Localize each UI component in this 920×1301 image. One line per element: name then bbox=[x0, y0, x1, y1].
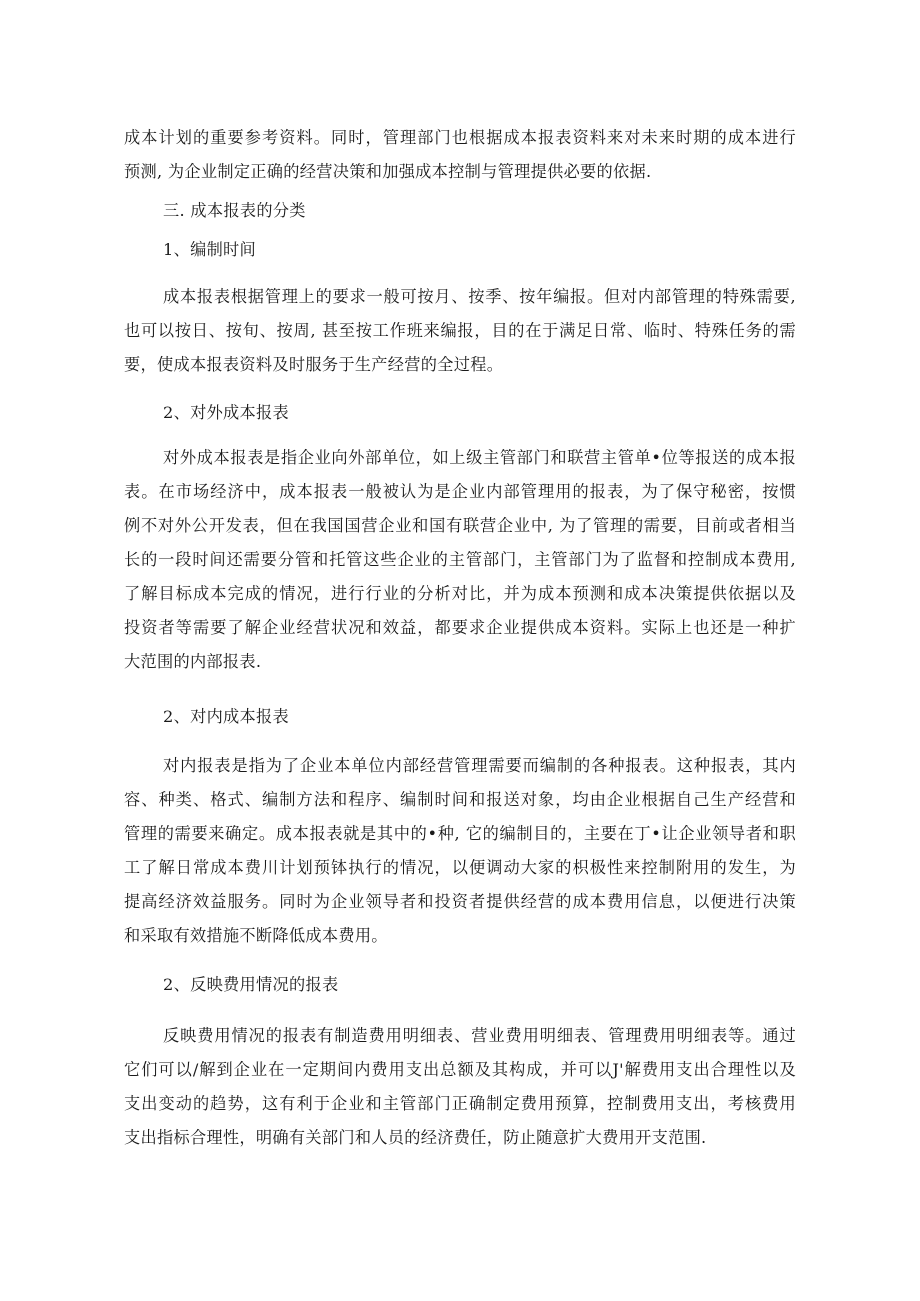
paragraph-first-line bbox=[163, 1019, 796, 1053]
paragraph-line: 表。在市场经济中，成本报表一般被认为是企业内部管理用的报表，为了保守秘密，按惯 bbox=[124, 482, 796, 501]
subsection-heading: 2、对内成本报表 bbox=[163, 707, 290, 726]
paragraph-body bbox=[124, 783, 796, 953]
subsection-heading: 1、编制时间 bbox=[163, 240, 257, 259]
subsection-heading: 2、对外成本报表 bbox=[163, 403, 290, 422]
paragraph-first-line bbox=[163, 749, 796, 783]
paragraph-line: 支出指标合理性，明确有关部门和人员的经济费任，防止随意扩大费用开支范围. bbox=[124, 1128, 707, 1147]
paragraph-line: 它们可以/解到企业在一定期间内费用支出总额及其构成，并可以J'解费用支出合理性以及 bbox=[124, 1060, 796, 1079]
paragraph-line: 提高经济效益服务。同时为企业领导者和投资者提供经营的成本费用信息，以便进行决策 bbox=[124, 892, 796, 911]
paragraph-line: 和采取有效措施不断降低成本费用。 bbox=[124, 926, 388, 945]
paragraph-line: 大范围的内部报表. bbox=[124, 652, 262, 671]
subsection-heading: 2、反映费用情况的报表 bbox=[163, 975, 339, 994]
paragraph-line: 了解目标成本完成的情况，进行行业的分析对比，并为成本预测和成本决策提供依据以及 bbox=[124, 584, 796, 603]
paragraph-line: 投资者等需要了解企业经营状况和效益，都要求企业提供成本资料。实际上也还是一种扩 bbox=[124, 618, 796, 637]
paragraph-line: 对外成本报表是指企业向外部单位，如上级主管部门和联营主管单•位等报送的成本报 bbox=[163, 448, 796, 467]
intro-paragraph bbox=[124, 121, 796, 189]
paragraph-line: 容、种类、格式、编制方法和程序、编制时间和报送对象，均由企业根据自己生产经营和 bbox=[124, 790, 796, 809]
paragraph-line: 对内报表是指为了企业本单位内部经营管理需要而编制的各种报表。这种报表，其内 bbox=[163, 756, 796, 775]
paragraph-body bbox=[124, 475, 796, 679]
paragraph-first-line bbox=[163, 280, 796, 314]
paragraph-line: 预测, 为企业制定正确的经营决策和加强成本控制与管理提供必要的依据. bbox=[124, 162, 652, 181]
paragraph-line: 也可以按日、按旬、按周, 甚至按工作班来编报，目的在于满足日常、临时、特殊任务的需 bbox=[124, 321, 796, 340]
paragraph-line: 管理的需要来确定。成本报表就是其中的•种, 它的编制目的，主要在丁•让企业领导者和职 bbox=[124, 824, 796, 843]
paragraph-line: 长的一段时间还需要分管和托管这些企业的主管部门，主管部门为了监督和控制成本费用, bbox=[124, 550, 796, 569]
paragraph-line: 支出变动的趋势，这有利于企业和主管部门正确制定费用预算，控制费用支出，考核费用 bbox=[124, 1094, 796, 1113]
paragraph-line: 成本报表根据管理上的要求一般可按月、按季、按年编报。但对内部管理的特殊需要, bbox=[163, 287, 796, 306]
paragraph-line: 反映费用情况的报表有制造费用明细表、营业费用明细表、管理费用明细表等。通过 bbox=[163, 1026, 796, 1045]
section-title: 三. 成本报表的分类 bbox=[163, 201, 306, 220]
paragraph-body bbox=[124, 1053, 796, 1155]
paragraph-body bbox=[124, 314, 796, 382]
paragraph-first-line bbox=[163, 441, 796, 475]
paragraph-line: 要，使成本报表资料及时服务于生产经营的全过程。 bbox=[124, 355, 504, 374]
paragraph-line: 成本计划的重要参考资料。同时，管理部门也根据成本报表资料来对未来时期的成本进行 bbox=[124, 128, 796, 147]
paragraph-line: 工了解日常成本费川计划预钵执行的情况，以便调动大家的枳极性来控制附用的发生，为 bbox=[124, 858, 796, 877]
paragraph-line: 例不对外公开发表，但在我国国营企业和国有联营企业中, 为了管理的需要，目前或者相当 bbox=[124, 516, 796, 535]
